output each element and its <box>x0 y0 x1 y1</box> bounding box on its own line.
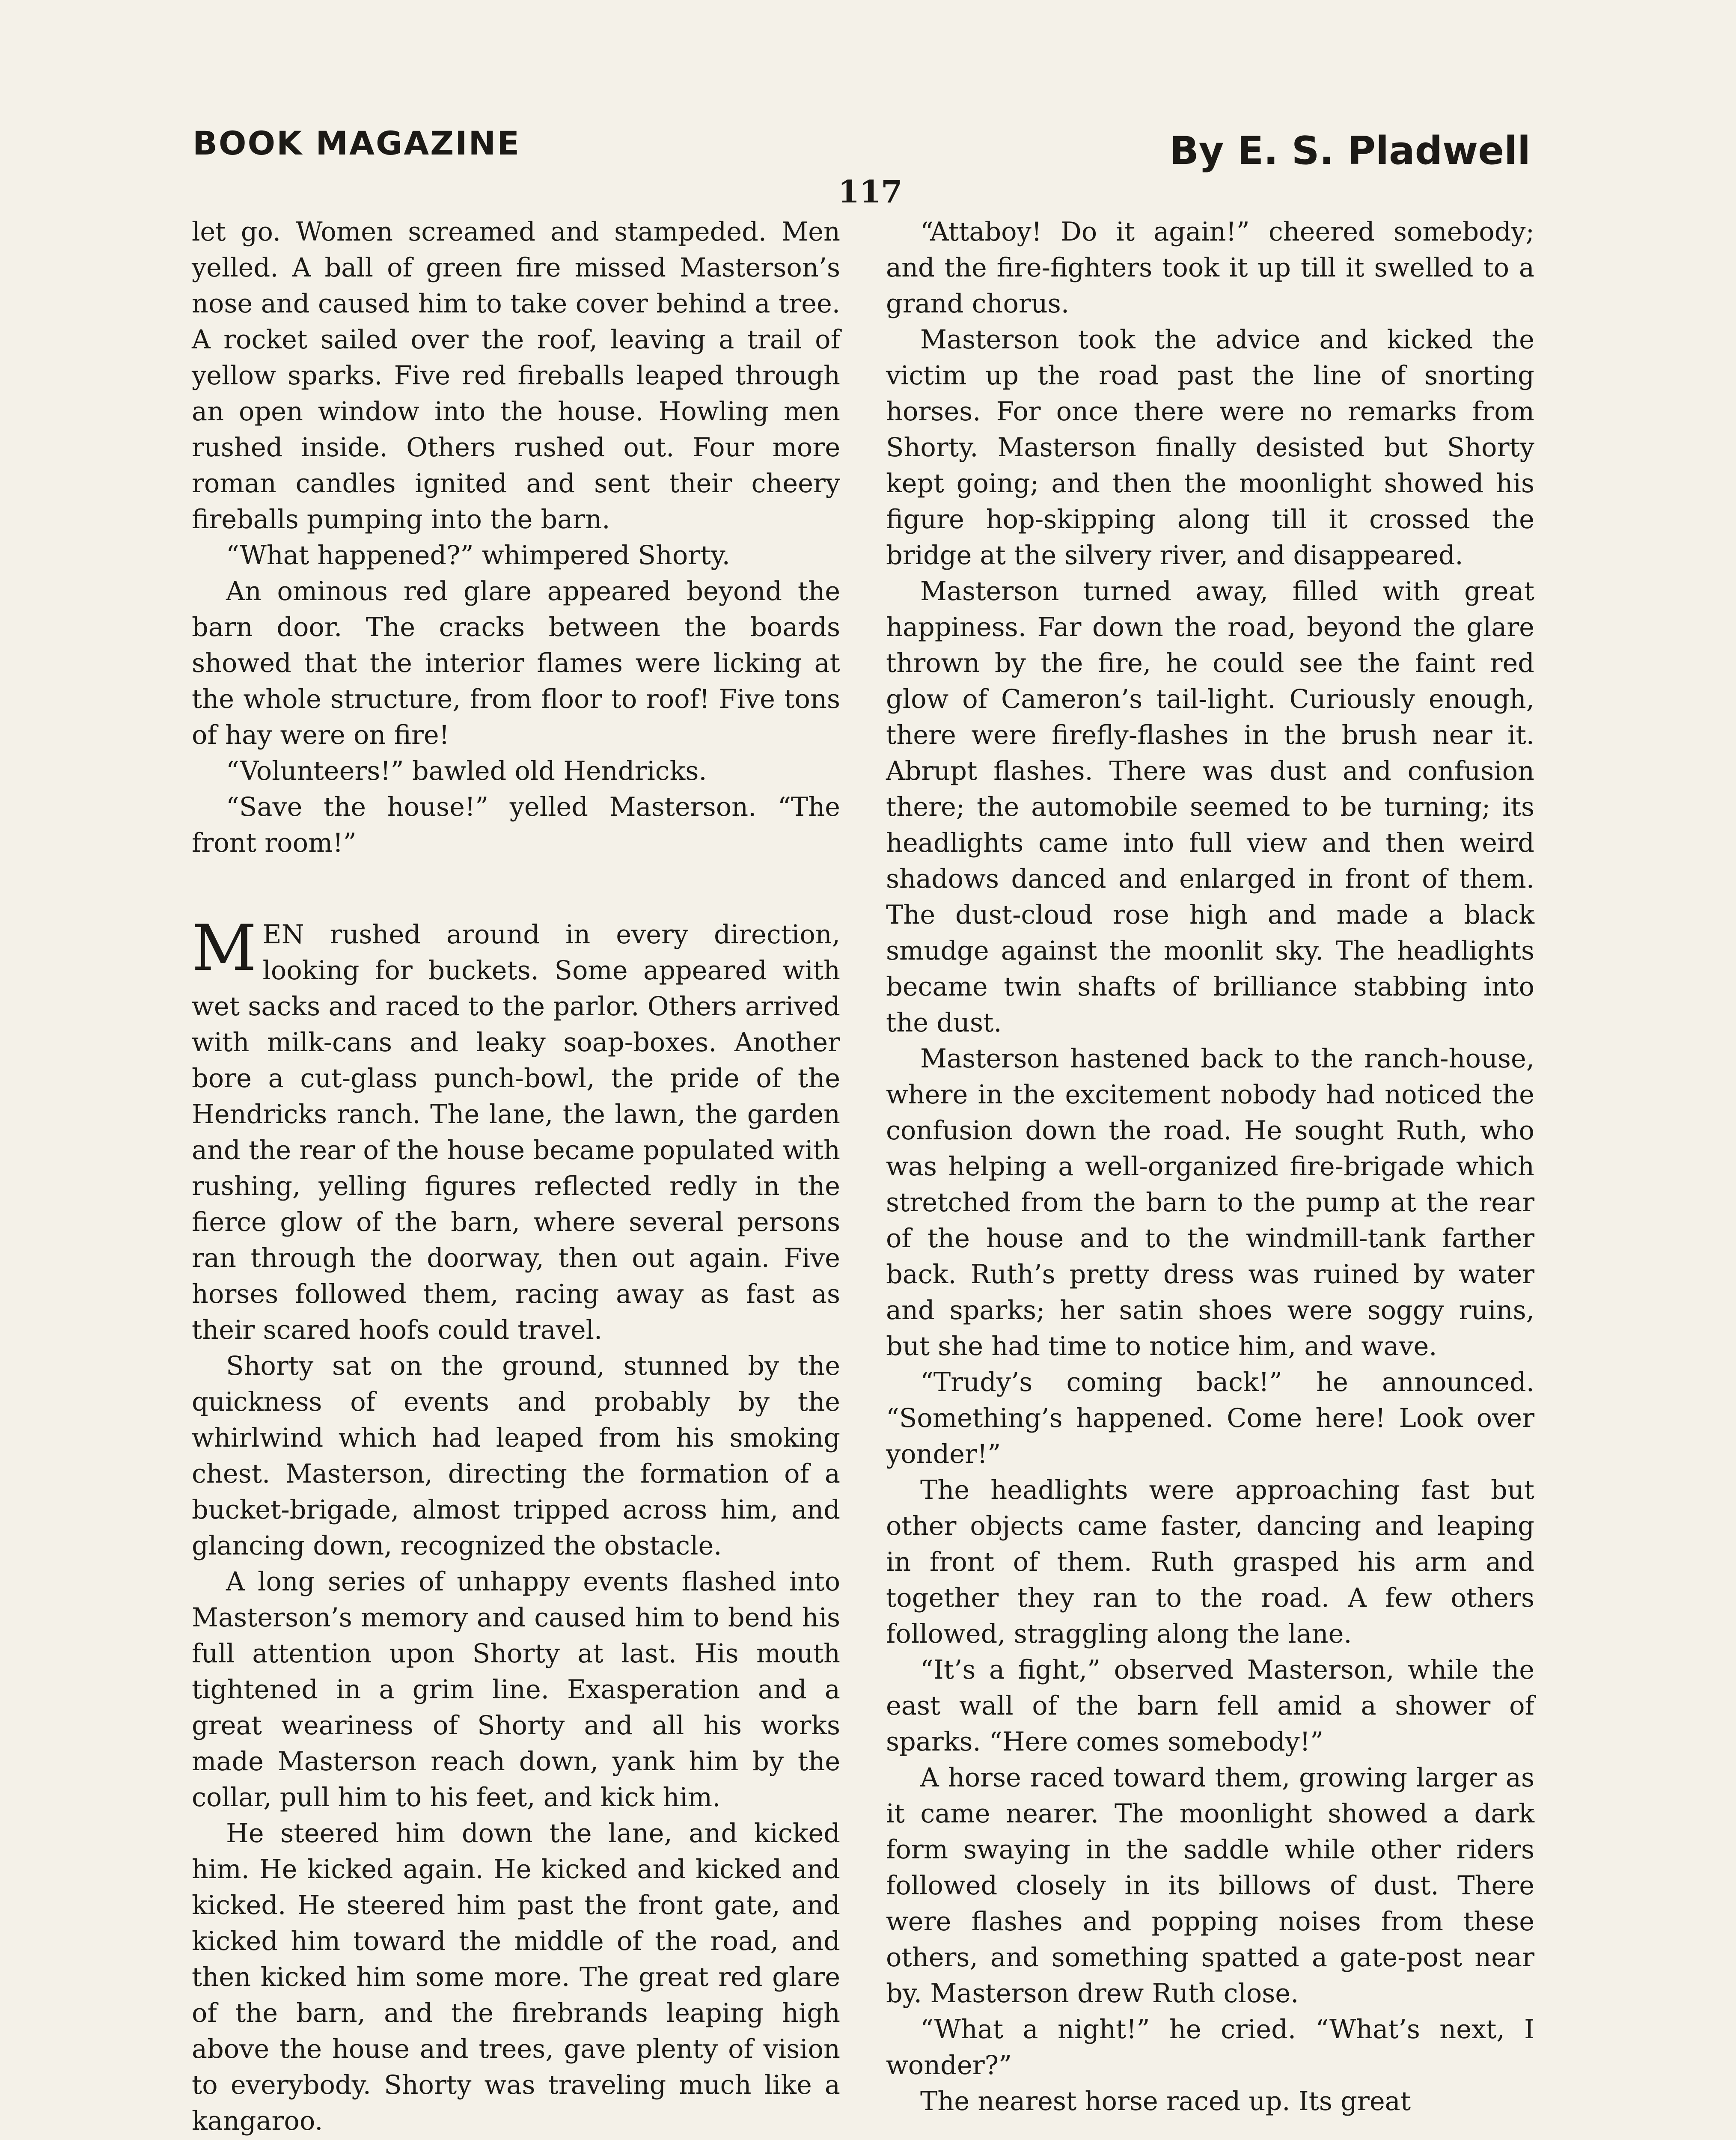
section-opening-paragraph <box>192 911 840 1348</box>
paragraph: “It’s a fight,” observed Masterson, while the east wall of the barn fell amid a shower of sparks. “Here comes somebody!” <box>886 1655 1534 1757</box>
drop-cap: M <box>192 911 257 985</box>
page-number: 117 <box>838 173 903 210</box>
paragraph: “Trudy’s coming back!” he announced. “Something’s happened. Come here! Look over yonder!” <box>886 1367 1534 1469</box>
magazine-title: BOOK MAGAZINE <box>193 124 521 162</box>
paragraph: Masterson took the advice and kicked the victim up the road past the line of snorting horses. For once there were no remarks from Shorty. Masterson finally desisted but Shorty kept going; and then the moonlight showed his figure hop-skipping along till it crossed the bridge at the silvery river, and disappeared. <box>886 325 1534 571</box>
left-column <box>192 214 840 2139</box>
paragraph: Shorty sat on the ground, stunned by the quickness of events and probably by the whirlwind which had leaped from his smoking chest. Masterson, directing the formation of a bucket-brigade, almost tripped across him, and glancing down, recognized the obstacle. <box>192 1351 840 1561</box>
section-break <box>192 861 840 917</box>
paragraph: “What happened?” whimpered Shorty. <box>226 541 730 571</box>
paragraph: “Volunteers!” bawled old Hendricks. <box>226 756 707 786</box>
small-caps-lead: EN <box>262 920 304 950</box>
paragraph: Masterson hastened back to the ranch-house, where in the excitement nobody had noticed the confusion down the road. He sought Ruth, who was helping a well-organized fire-brigade which stretched from the barn to the pump at the rear of the house and to the windmill-tank farther back. Ruth’s pretty dress was ruined by water and sparks; her satin shoes were soggy ruins, but she had time to notice him, and wave. <box>886 1044 1534 1361</box>
paragraph: A horse raced toward them, growing larger as it came nearer. The moonlight showed a dark form swaying in the saddle while other riders followed closely in its billows of dust. There were flashes and popping noises from these others, and something spatted a gate-post near by. Masterson drew Ruth close. <box>886 1763 1534 2009</box>
paragraph: He steered him down the lane, and kicked him. He kicked again. He kicked and kicked and kicked. He steered him past the front gate, and kicked him toward the middle of the road, and then kicked him some more. The great red glare of the barn, and the firebrands leaping high above the house and trees, gave plenty of vision to everybody. Shorty was traveling much like a kangaroo. <box>192 1819 840 2136</box>
paragraph: “Attaboy! Do it again!” cheered somebody; and the fire-fighters took it up till it swelled to a grand chorus. <box>886 217 1534 319</box>
paragraph: The headlights were approaching fast but other objects came faster, dancing and leaping in front of them. Ruth grasped his arm and together they ran to the road. A few others followed, straggling along the lane. <box>886 1475 1534 1649</box>
paragraph: “What a night!” he cried. “What’s next, I wonder?” <box>886 2015 1534 2081</box>
paragraph: Masterson turned away, filled with great happiness. Far down the road, beyond the glare thrown by the fire, he could see the faint red glow of Cameron’s tail-light. Curiously enough, there were firefly-flashes in the brush near it. Abrupt flashes. There was dust and confusion there; the automobile seemed to be turning; its headlights came into full view and then weird shadows danced and enlarged in front of them. The dust-cloud rose high and made a black smudge against the moonlit sky. The headlights became twin shafts of brilliance stabbing into the dust. <box>886 577 1534 1038</box>
paragraph: An ominous red glare appeared beyond the barn door. The cracks between the boards showed that the interior flames were licking at the whole structure, from floor to roof! Five tons of hay were on fire! <box>192 577 840 750</box>
paragraph: “Save the house!” yelled Masterson. “The front room!” <box>192 792 840 858</box>
paragraph: let go. Women screamed and stampeded. Men yelled. A ball of green fire missed Masterson’s nose and caused him to take cover behind a tree. A rocket sailed over the roof, leaving a trail of yellow sparks. Five red fireballs leaped through an open window into the house. Howling men rushed inside. Others rushed out. Four more roman candles ignited and sent their cheery fireballs pumping into the barn. <box>192 217 840 535</box>
paragraph-text: rushed around in every direction, looking for buckets. Some appeared with wet sacks and raced to the parlor. Others arrived with milk-cans and leaky soap-boxes. Another bore a cut-glass punch-bowl, the pride of the Hendricks ranch. The lane, the lawn, the garden and the rear of the house became populated with rushing, yelling figures reflected redly in the fierce glow of the barn, where several persons ran through the doorway, then out again. Five horses followed them, racing away as fast as their scared hoofs could travel. <box>192 920 840 1345</box>
paragraph: The nearest horse raced up. Its great <box>920 2086 1411 2116</box>
author-byline: By E. S. Pladwell <box>1169 128 1531 173</box>
right-column <box>886 214 1534 2119</box>
paragraph: A long series of unhappy events flashed into Masterson’s memory and caused him to bend his full attention upon Shorty at last. His mouth tightened in a grim line. Exasperation and a great weariness of Shorty and all his works made Masterson reach down, yank him by the collar, pull him to his feet, and kick him. <box>192 1567 840 1813</box>
